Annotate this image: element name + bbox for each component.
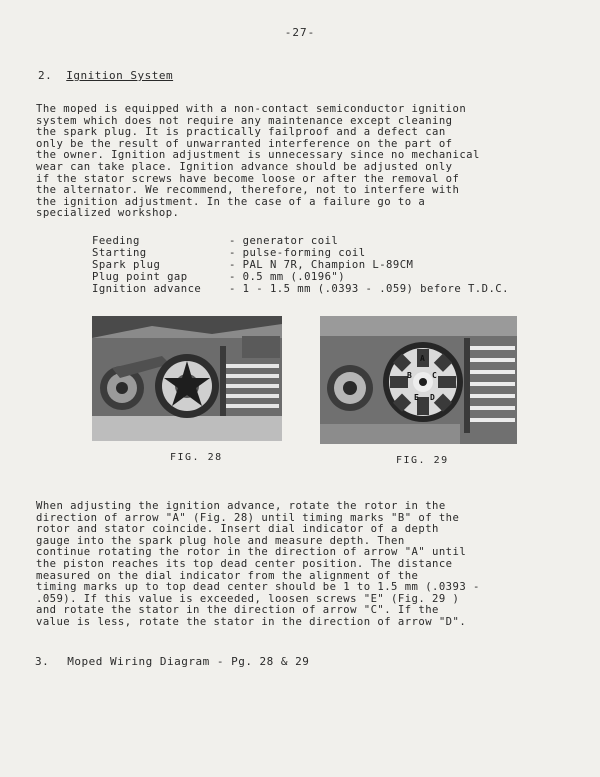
intro-paragraph [36,104,511,220]
fig-28-photo [92,316,282,441]
text-line: When adjusting the ignition advance, rotate the rotor in the [36,500,446,512]
text-line: gauge into the spark plug hole and measure depth. Then [36,534,405,547]
text-line: if the stator screws have become loose or after the removal of [36,172,460,185]
adjustment-paragraph [36,501,511,629]
text-line: measured on the dial indicator from the alignment of the [36,569,419,582]
text-line: the owner. Ignition adjustment is unnecessary since no mechanical [36,149,480,162]
fig-29-caption: FIG. 29 [396,455,449,466]
text-line: direction of arrow "A" (Fig. 28) until timing marks "B" of the [36,511,460,524]
text-line: continue rotating the rotor in the direction of arrow "A" until [36,546,467,559]
spec-row [92,283,509,295]
text-line: the alternator. We recommend, therefore, not to interfere with [36,184,460,197]
text-line: .059). If this value is exceeded, loosen screws "E" (Fig. 29 ) [36,592,460,605]
spec-value: - generator coil [229,235,339,247]
text-line: wear can take place. Ignition advance should be adjusted only [36,160,453,173]
spec-value: - PAL N 7R, Champion L-89CM [229,259,414,271]
spec-row [92,259,509,271]
spec-label: Ignition advance [92,283,202,295]
fig-29-label-a: A [420,354,425,363]
text-line: and rotate the stator in the direction of arrow "C". If the [36,604,439,617]
spec-label: Starting [92,247,147,259]
section-title: Ignition System [66,69,174,82]
fig-29-label-b: B [407,371,412,380]
wiring-text: Moped Wiring Diagram - Pg. 28 & 29 [67,655,310,668]
text-line: rotor and stator coincide. Insert dial indicator of a depth [36,523,439,536]
fig-29-label-c: C [432,371,437,380]
text-line: the ignition adjustment. In the case of a failure go to a [36,195,426,208]
text-line: only be the result of unwarranted interference on the part of [36,137,453,150]
spec-row [92,247,509,259]
text-line: system which does not require any maintenance except cleaning [36,114,453,127]
spec-label: Spark plug [92,259,161,271]
spec-label: Feeding [92,235,140,247]
text-line: value is less, rotate the stator in the direction of arrow "D". [36,615,467,628]
fig-28-caption: FIG. 28 [170,452,223,463]
wiring-diagram-reference [35,655,309,668]
wiring-number: 3. [35,655,50,668]
text-line: the spark plug. It is practically failproof and a defect can [36,126,446,139]
spec-table [92,235,509,295]
text-line: the piston reaches its top dead center position. The distance [36,557,453,570]
spec-row [92,235,509,247]
spec-row [92,271,509,283]
fig-29-label-e: E [414,393,419,402]
spec-label: Plug point gap [92,271,188,283]
text-line: specialized workshop. [36,207,180,220]
fig-29-photo [320,316,517,444]
spec-value: - pulse-forming coil [229,247,366,259]
section-number: 2. [38,69,53,82]
text-line: The moped is equipped with a non-contact semiconductor ignition [36,103,467,115]
spec-value: - 0.5 mm (.0196") [229,271,346,283]
section-heading [38,69,173,82]
fig-29-label-d: D [430,393,435,402]
page-number: -27- [284,26,316,39]
spec-value: - 1 - 1.5 mm (.0393 - .059) before T.D.C. [229,283,509,295]
text-line: timing marks up to top dead center should be 1 to 1.5 mm (.0393 - [36,581,480,594]
